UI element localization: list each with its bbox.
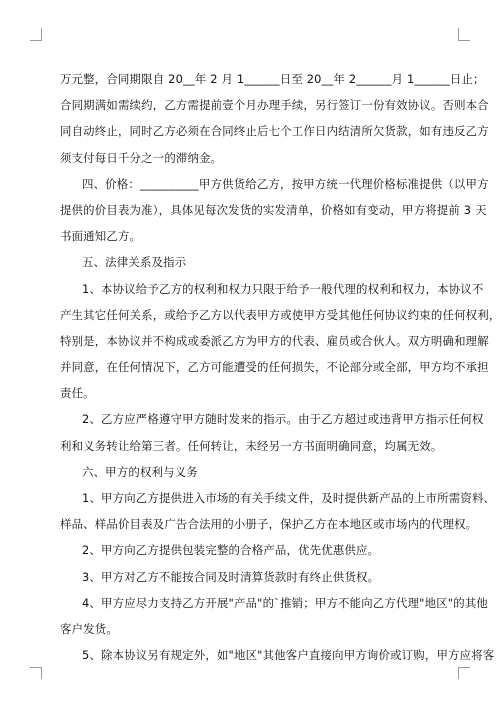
text-line: 4、甲方应尽力支持乙方开展"产品"的`推销；甲方不能向乙方代理"地区"的其他 <box>82 595 489 610</box>
text-line: 利和义务转让给第三者。任何转让，未经另一方书面明确同意，均属无效。 <box>60 438 443 453</box>
text-line: 1、甲方向乙方提供进入市场的有关手续文件，及时提供新产品的上市所需资料、 <box>82 491 496 505</box>
text-line: 1、本协议给予乙方的权利和权力只限于给予一般代理的权利和权力，本协议不 <box>82 281 484 296</box>
clause-four-heading: 四、价格：__________甲方供货给乙方，按甲方统一代理价格标准提供（以甲方 <box>82 176 489 191</box>
crop-mark-top-left-h <box>30 40 42 41</box>
text-line: 须支付每日千分之一的滞纳金。 <box>60 150 223 165</box>
crop-mark-top-right-v <box>458 28 459 40</box>
text-line: 3、甲方对乙方不能按合同及时清算货款时有终止供货权。 <box>82 569 380 584</box>
text-line: 同自动终止，同时乙方必须在合同终止后七个工作日内结清所欠货款，如有违反乙方 <box>60 124 489 139</box>
text-line: 样品、样品价目表及广告合法用的小册子，保护乙方在本地区或市场内的代理权。 <box>60 517 478 532</box>
text-line: 客户发货。 <box>60 621 118 636</box>
text-line: 提供的价目表为准），具体见每次发货的实发清单，价格如有变动，甲方将提前 3 天 <box>60 202 487 217</box>
crop-mark-bottom-left-v <box>41 667 42 679</box>
text-line: 特别是，本协议并不构成或委派乙方为甲方的代表、雇员或合伙人。双方明确和理解 <box>60 333 489 348</box>
crop-mark-bottom-right-v <box>458 667 459 679</box>
text-line: 万元整，合同期限自 20__年 2 月 1______日至 20__年 2______月 1______日止； <box>60 72 485 86</box>
text-line: 2、甲方向乙方提供包装完整的合格产品，优先优惠供应。 <box>82 543 380 558</box>
text-line: 书面通知乙方。 <box>60 229 142 244</box>
section-five-heading: 五、法律关系及指示 <box>82 255 187 270</box>
text-line: 2、乙方应严格遵守甲方随时发来的指示。由于乙方超过或违背甲方指示任何权 <box>82 412 484 427</box>
text-line: 5、除本协议另有规定外，如"地区"其他客户直接向甲方询价或订购，甲方应将客 <box>82 648 495 663</box>
section-six-heading: 六、甲方的权利与义务 <box>82 464 198 479</box>
text-line: 并同意，在任何情况下，乙方可能遭受的任何损失，不论部分或全部，甲方均不承担 <box>60 360 489 375</box>
document-body <box>60 66 500 668</box>
crop-mark-top-left-v <box>41 28 42 40</box>
text-line: 合同期满如需续约，乙方需提前壹个月办理手续，另行签订一份有效协议。否则本合 <box>60 98 489 113</box>
text-line: 产生其它任何关系，或给予乙方以代表甲方或使甲方受其他任何协议约束的任何权利， <box>60 307 500 322</box>
text-line: 责任。 <box>60 386 95 401</box>
crop-mark-top-right-h <box>458 40 470 41</box>
